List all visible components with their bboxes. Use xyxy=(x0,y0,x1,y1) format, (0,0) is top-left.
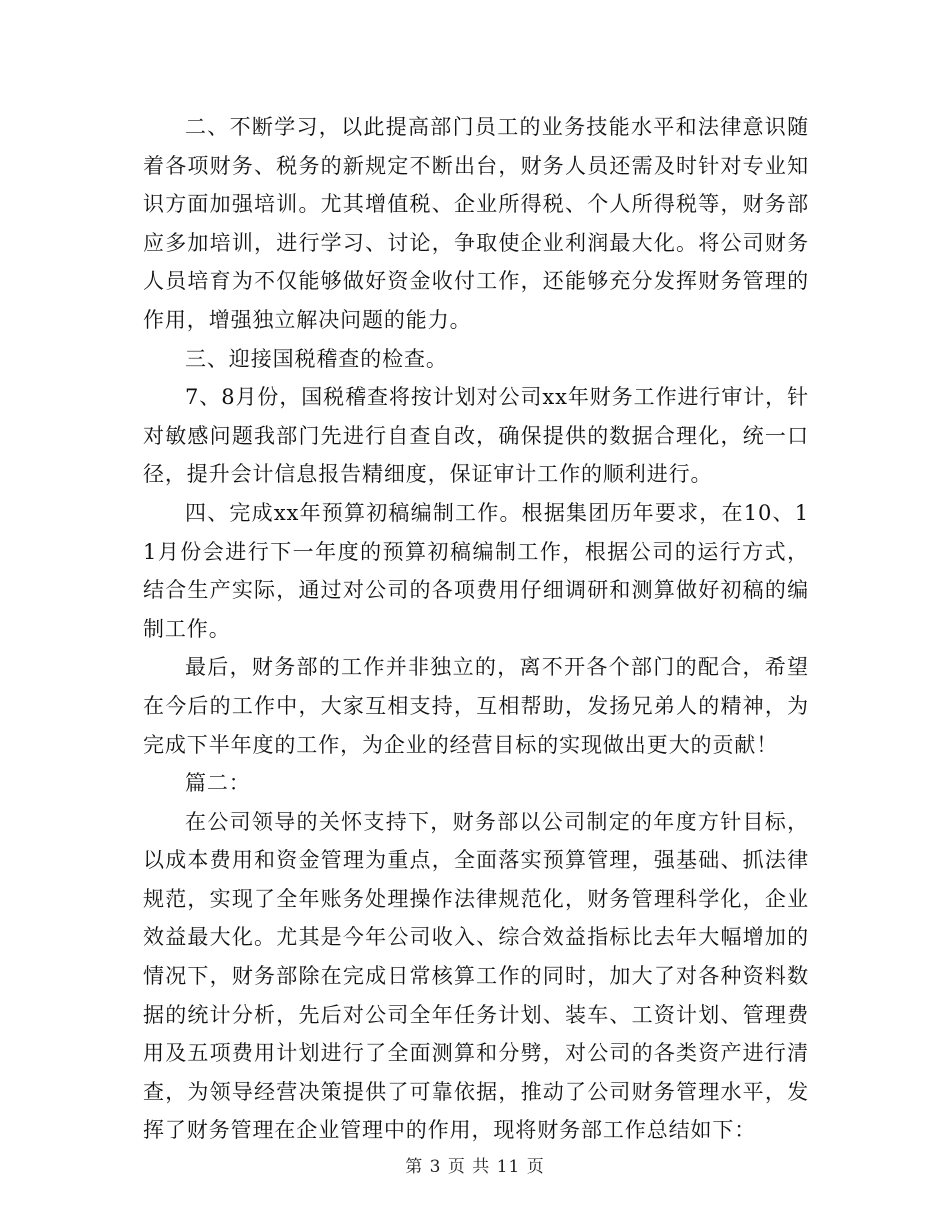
paragraph-study-training: 二、不断学习，以此提高部门员工的业务技能水平和法律意识随着各项财务、税务的新规定不断出台，财务人员还需及时针对专业知识方面加强培训。尤其增值税、企业所得税、个人所得税等，财务部应多加培训，进行学习、讨论，争取使企业利润最大化。将公司财务人员培育为不仅能够做好资金收付工作，还能够充分发挥财务管理的作用，增强独立解决问题的能力。 xyxy=(143,115,809,332)
paragraph-budget-draft: 四、完成xx年预算初稿编制工作。根据集团历年要求，在10、11月份会进行下一年度的预算初稿编制工作，根据公司的运行方式，结合生产实际，通过对公司的各项费用仔细调研和测算做好初稿的编制工作。 xyxy=(143,500,809,641)
footer-middle: 页 共 xyxy=(447,1157,491,1177)
section-heading-part-two: 篇二： xyxy=(185,771,251,796)
footer-prefix: 第 xyxy=(405,1157,424,1177)
paragraph-tax-audit: 7、8月份，国税稽查将按计划对公司xx年财务工作进行审计，针对敏感问题我部门先进行自查自改，确保提供的数据合理化，统一口径，提升会计信息报告精细度，保证审计工作的顺利进行。 xyxy=(143,385,809,487)
document-body xyxy=(143,108,809,1150)
paragraph-conclusion: 最后，财务部的工作并非独立的，离不开各个部门的配合，希望在今后的工作中，大家互相支持，互相帮助，发扬兄弟人的精神，为完成下半年度的工作，为企业的经营目标的实现做出更大的贡献！ xyxy=(143,655,809,757)
footer-suffix: 页 xyxy=(526,1157,545,1177)
page-footer xyxy=(0,1152,950,1177)
paragraph-part-two-intro: 在公司领导的关怀支持下，财务部以公司制定的年度方针目标，以成本费用和资金管理为重点，全面落实预算管理，强基础、抓法律规范，实现了全年账务处理操作法律规范化，财务管理科学化，企业效益最大化。尤其是今年公司收入、综合效益指标比去年大幅增加的情况下，财务部除在完成日常核算工作的同时，加大了对各种资料数据的统计分析，先后对公司全年任务计划、装车、工资计划、管理费用及五项费用计划进行了全面测算和分劈，对公司的各类资产进行清查，为领导经营决策提供了可靠依据，推动了公司财务管理水平，发挥了财务管理在企业管理中的作用，现将财务部工作总结如下： xyxy=(143,809,809,1143)
paragraph-tax-audit-heading: 三、迎接国税稽查的检查。 xyxy=(185,346,448,371)
footer-current-page: 3 xyxy=(429,1157,442,1177)
footer-total-pages: 11 xyxy=(496,1157,521,1177)
